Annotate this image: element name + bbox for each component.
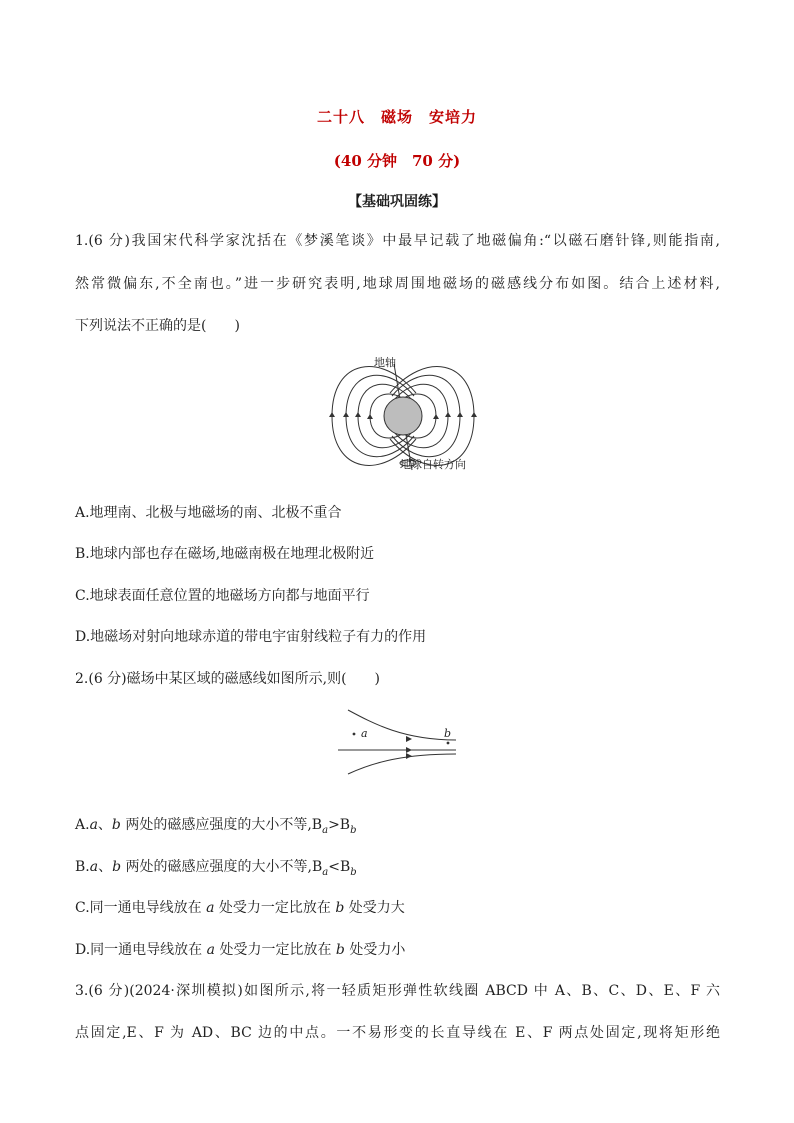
axis-label: 地轴 [374, 356, 396, 369]
q1-line-2: 然常微偏东,不全南也。”进一步研究表明,地球周围地磁场的磁感线分布如图。结合上述材料, [75, 276, 720, 292]
point-a-label: a [361, 727, 368, 740]
q2-option-c: C.同一通电导线放在 a 处受力一定比放在 b 处受力大 [75, 900, 405, 916]
q2-option-a: A.a、b 两处的磁感应强度的大小不等$,B_a>B_b$ [75, 817, 357, 836]
q1-line-1: 1.(6 分)我国宋代科学家沈括在《梦溪笔谈》中最早记载了地磁偏角:“以磁石磨针锋,则能指南, [75, 233, 720, 249]
q2-option-d: D.同一通电导线放在 a 处受力一定比放在 b 处受力小 [75, 942, 406, 958]
field-lines-figure [334, 706, 460, 776]
q3-line-2: 点固定,E、F 为 AD、BC 边的中点。一不易形变的长直导线在 E、F 两点处固定,现将矩形绝 [75, 1025, 720, 1041]
rotation-label: 地球自转方向 [400, 458, 466, 471]
page-subtitle: (40 分钟 70 分) [333, 152, 461, 170]
q1-option-d: D.地磁场对射向地球赤道的带电宇宙射线粒子有力的作用 [75, 629, 427, 645]
q2-option-b: B.a、b 两处的磁感应强度的大小不等$,B_a<B_b$ [75, 859, 357, 878]
section-heading: 【基础巩固练】 [348, 194, 446, 210]
q1-option-c: C.地球表面任意位置的地磁场方向都与地面平行 [75, 588, 370, 604]
q1-option-a: A.地理南、北极与地磁场的南、北极不重合 [75, 505, 342, 521]
page-title: 二十八 磁场 安培力 [316, 108, 477, 126]
q1-line-3: 下列说法不正确的是( ) [75, 318, 240, 334]
q3-line-1: 3.(6 分)(2024·深圳模拟)如图所示,将一轻质矩形弹性软线圈 ABCD 中 A、B、C、D、E、F 六 [75, 983, 720, 999]
earth-magnetic-field-figure [318, 350, 488, 478]
q2-line-1: 2.(6 分)磁场中某区域的磁感线如图所示,则( ) [75, 671, 381, 687]
q1-option-b: B.地球内部也存在磁场,地磁南极在地理北极附近 [75, 546, 375, 562]
point-b-label: b [444, 727, 452, 740]
